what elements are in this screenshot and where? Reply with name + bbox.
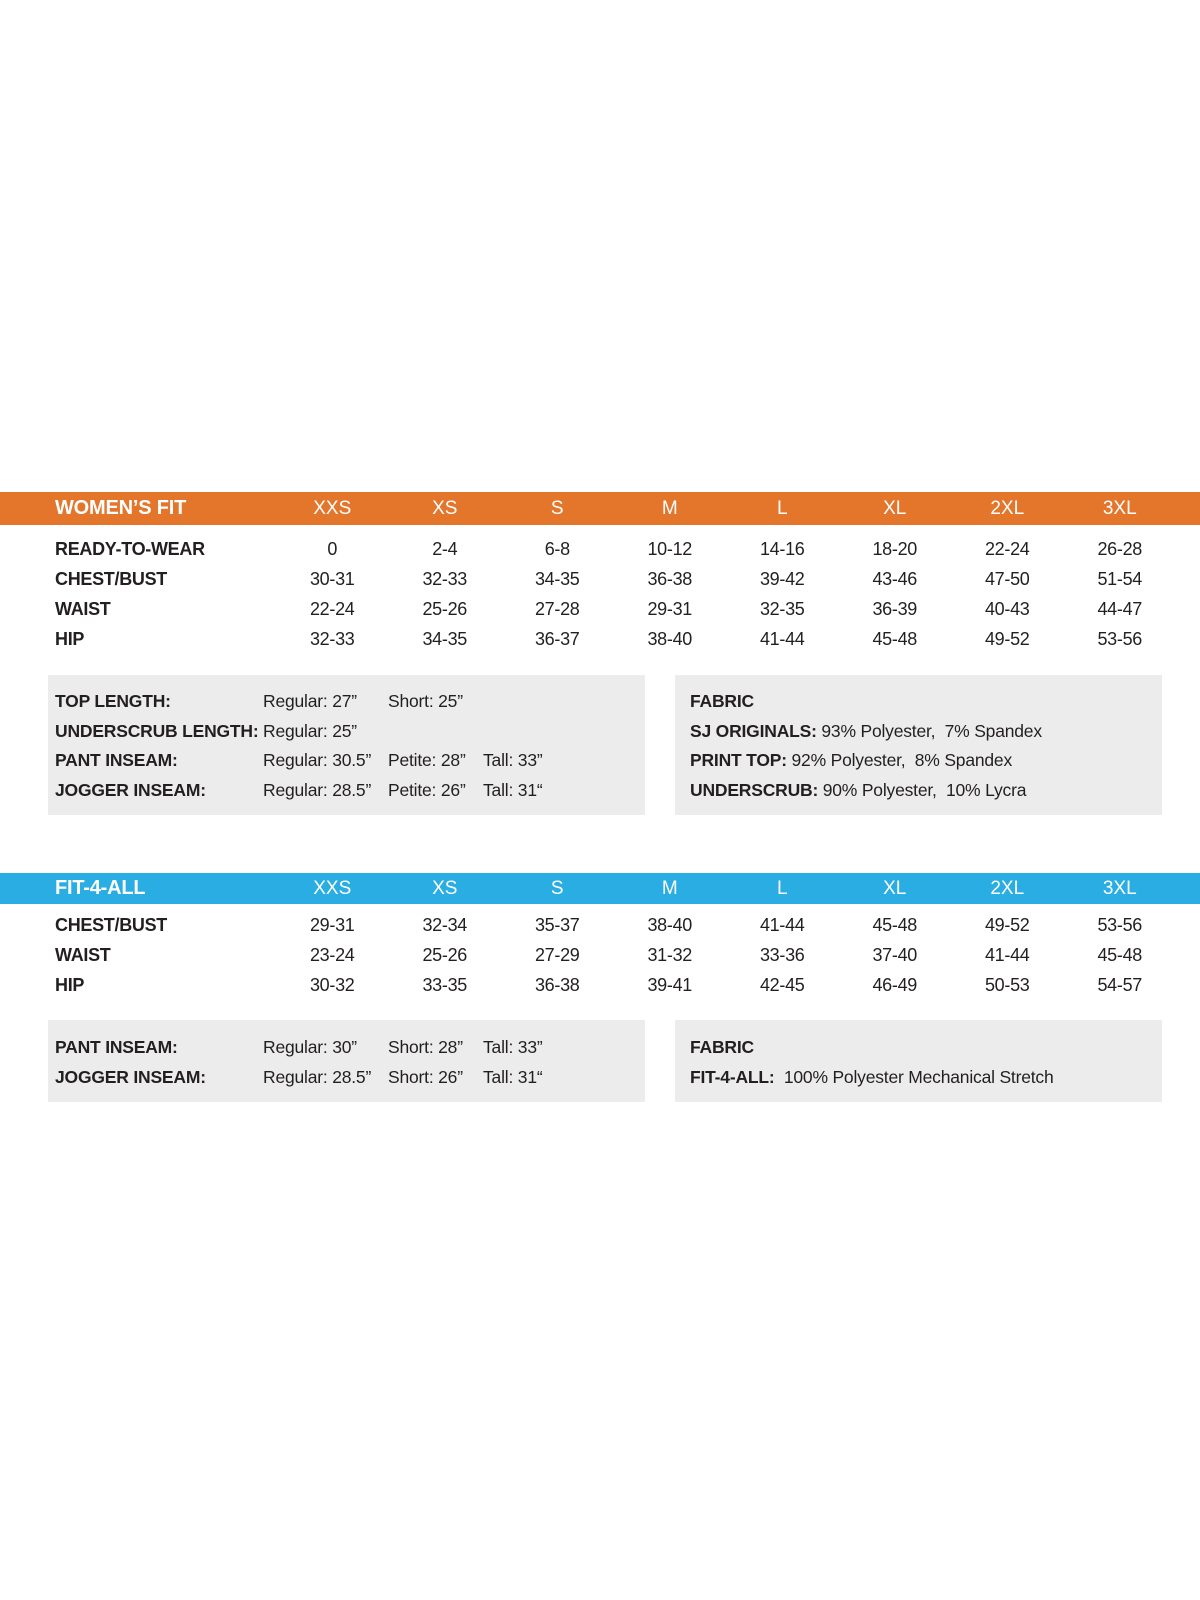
fabric-content-label: PRINT TOP: [690, 750, 787, 770]
size-value-cell: 47-50 [984, 569, 1030, 589]
fabric-content-label: UNDERSCRUB: [690, 779, 819, 800]
size-value-cell: 25-26 [422, 945, 468, 965]
row-label: WAIST [55, 599, 111, 619]
size-value-cell: 41-44 [984, 945, 1030, 965]
size-value-cell: 10-12 [647, 539, 693, 559]
size-value-cell: 38-40 [647, 629, 693, 649]
size-value-cell: 30-32 [309, 975, 355, 995]
womens-fit-table [0, 534, 1200, 654]
size-value-cell: 27-29 [534, 945, 580, 965]
table-row [0, 910, 1200, 940]
measurement-value [483, 687, 645, 717]
measurement-row [48, 1063, 645, 1093]
size-value-cell: 33-35 [422, 975, 468, 995]
size-value-cell: 41-44 [759, 629, 805, 649]
size-value-cell: 2-4 [432, 539, 458, 559]
size-value-cell: 41-44 [759, 915, 805, 935]
measurement-label: JOGGER INSEAM: [55, 1066, 206, 1087]
size-column-header: XL [883, 497, 907, 519]
fabric-content-value: 100% Polyester Mechanical Stretch [774, 1066, 1054, 1087]
size-column-header: XS [432, 877, 458, 899]
size-value-cell: 29-31 [309, 915, 355, 935]
size-value-cell: 6-8 [544, 539, 570, 559]
measurement-row [48, 746, 645, 776]
size-value-cell: 23-24 [309, 945, 355, 965]
measurement-value: Regular: 30.5” [263, 750, 372, 770]
measurement-value: Regular: 30” [263, 1037, 357, 1057]
size-column-header: XL [883, 877, 907, 899]
size-value-cell: 36-38 [534, 975, 580, 995]
size-column-header: XS [432, 497, 458, 519]
table-title: WOMEN’S FIT [55, 497, 187, 519]
measurement-label: UNDERSCRUB LENGTH: [55, 720, 259, 741]
size-value-cell: 33-36 [759, 945, 805, 965]
fit4all-header-bar [0, 873, 1200, 904]
size-value-cell: 39-42 [759, 569, 805, 589]
size-column-header: XXS [313, 497, 352, 519]
measurement-value: Tall: 31“ [483, 1066, 543, 1087]
size-value-cell: 53-56 [1097, 629, 1143, 649]
fit4all-table [0, 910, 1200, 1000]
size-value-cell: 54-57 [1097, 975, 1143, 995]
size-value-cell: 51-54 [1097, 569, 1143, 589]
measurement-value: Regular: 28.5” [263, 1066, 372, 1087]
size-value-cell: 30-31 [309, 569, 355, 589]
womens-fit-header-bar [0, 492, 1200, 525]
fabric-line [690, 1063, 1162, 1093]
measurement-row [48, 776, 645, 806]
measurement-row [48, 717, 645, 747]
fit4all-fabric-box [675, 1020, 1162, 1102]
size-column-header: 3XL [1102, 497, 1137, 519]
size-value-cell: 0 [327, 539, 338, 559]
measurement-value: Regular: 25” [263, 720, 357, 741]
size-column-header: S [550, 877, 564, 899]
fabric-content-label: SJ ORIGINALS: [690, 720, 817, 741]
size-value-cell: 32-33 [422, 569, 468, 589]
measurement-label: TOP LENGTH: [55, 691, 171, 711]
size-value-cell: 45-48 [872, 915, 918, 935]
size-value-cell: 43-46 [872, 569, 918, 589]
table-row [0, 534, 1200, 564]
size-column-header: L [776, 497, 788, 519]
fabric-line [690, 776, 1162, 806]
fabric-content-label: FIT-4-ALL: [690, 1066, 775, 1087]
size-value-cell: 36-39 [872, 599, 918, 619]
size-column-header: M [661, 877, 678, 899]
fabric-line [690, 717, 1162, 747]
fabric-line [690, 746, 1162, 776]
measurement-value: Short: 25” [388, 691, 463, 711]
size-value-cell: 35-37 [534, 915, 580, 935]
table-title: FIT-4-ALL [55, 877, 146, 899]
measurement-value: Petite: 28” [388, 750, 466, 770]
size-value-cell: 50-53 [984, 975, 1030, 995]
fabric-content-value: 93% Polyester, 7% Spandex [816, 720, 1042, 741]
size-column-header: XXS [313, 877, 352, 899]
size-value-cell: 26-28 [1097, 539, 1143, 559]
size-value-cell: 42-45 [759, 975, 805, 995]
womens-fabric-box [675, 675, 1162, 815]
measurement-value: Regular: 28.5” [263, 779, 372, 800]
measurement-value: Tall: 31“ [483, 779, 543, 800]
size-column-header: S [550, 497, 564, 519]
size-value-cell: 27-28 [534, 599, 580, 619]
size-value-cell: 49-52 [984, 915, 1030, 935]
measurement-value: Short: 26” [388, 1066, 463, 1087]
size-value-cell: 49-52 [984, 629, 1030, 649]
measurement-value: Petite: 26” [388, 779, 466, 800]
measurement-value: Short: 28” [388, 1037, 463, 1057]
size-value-cell: 25-26 [422, 599, 468, 619]
size-value-cell: 53-56 [1097, 915, 1143, 935]
size-value-cell: 39-41 [647, 975, 693, 995]
size-column-header: 2XL [990, 877, 1025, 899]
fabric-title: FABRIC [690, 691, 754, 711]
womens-measurements-box [48, 675, 645, 815]
size-value-cell: 37-40 [872, 945, 918, 965]
size-column-header: 2XL [990, 497, 1025, 519]
size-value-cell: 45-48 [872, 629, 918, 649]
measurement-label: PANT INSEAM: [55, 750, 178, 770]
size-column-header: L [776, 877, 788, 899]
measurement-row [48, 1033, 645, 1063]
size-value-cell: 18-20 [872, 539, 918, 559]
size-value-cell: 14-16 [759, 539, 805, 559]
size-value-cell: 31-32 [647, 945, 693, 965]
row-label: WAIST [55, 945, 111, 965]
fabric-content-value: 90% Polyester, 10% Lycra [818, 779, 1027, 800]
row-label: CHEST/BUST [55, 569, 168, 589]
row-label: CHEST/BUST [55, 915, 168, 935]
table-row [0, 624, 1200, 654]
size-value-cell: 36-38 [647, 569, 693, 589]
row-label: HIP [55, 629, 85, 649]
size-value-cell: 22-24 [984, 539, 1030, 559]
size-value-cell: 46-49 [872, 975, 918, 995]
size-value-cell: 44-47 [1097, 599, 1143, 619]
size-value-cell: 40-43 [984, 599, 1030, 619]
table-row [0, 970, 1200, 1000]
table-row [0, 564, 1200, 594]
measurement-value: Tall: 33” [483, 750, 543, 770]
size-value-cell: 34-35 [534, 569, 580, 589]
size-value-cell: 22-24 [309, 599, 355, 619]
row-label: READY-TO-WEAR [55, 539, 205, 559]
measurement-value [388, 717, 483, 747]
measurement-row [48, 687, 645, 717]
size-column-header: 3XL [1102, 877, 1137, 899]
table-row [0, 940, 1200, 970]
fabric-content-value: 92% Polyester, 8% Spandex [786, 750, 1013, 770]
fit4all-measurements-box [48, 1020, 645, 1102]
fabric-title: FABRIC [690, 1037, 754, 1057]
size-value-cell: 34-35 [422, 629, 468, 649]
size-value-cell: 36-37 [534, 629, 580, 649]
table-row [0, 594, 1200, 624]
measurement-value [483, 717, 645, 747]
size-value-cell: 32-33 [309, 629, 355, 649]
size-value-cell: 32-35 [759, 599, 805, 619]
size-value-cell: 32-34 [422, 915, 468, 935]
measurement-label: JOGGER INSEAM: [55, 779, 206, 800]
size-value-cell: 38-40 [647, 915, 693, 935]
row-label: HIP [55, 975, 85, 995]
size-value-cell: 45-48 [1097, 945, 1143, 965]
measurement-value: Tall: 33” [483, 1037, 543, 1057]
size-value-cell: 29-31 [647, 599, 693, 619]
measurement-value: Regular: 27” [263, 691, 357, 711]
size-column-header: M [661, 497, 678, 519]
measurement-label: PANT INSEAM: [55, 1037, 178, 1057]
